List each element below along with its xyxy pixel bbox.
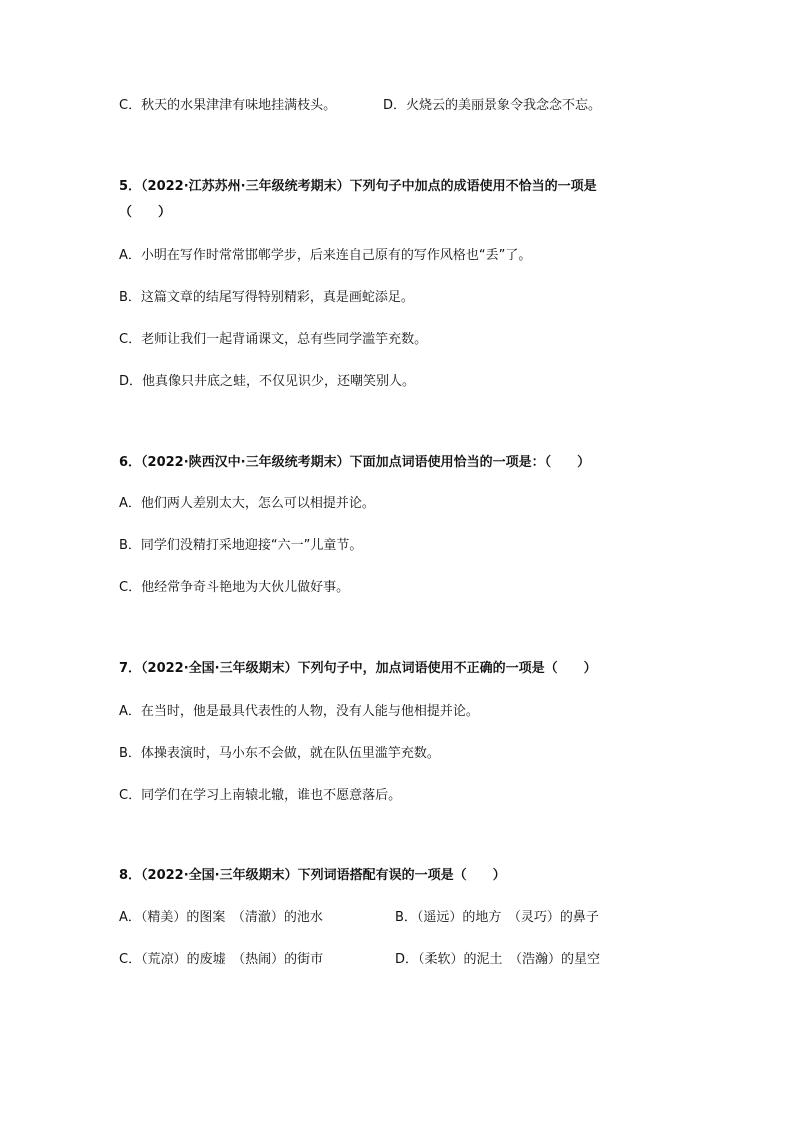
q5-option-a: A．小明在写作时常常邯郸学步，后来连自己原有的写作风格也“丢”了。 bbox=[119, 248, 532, 263]
q4-option-d: D．火烧云的美丽景象令我念念不忘。 bbox=[383, 98, 602, 113]
q8-option-b: B．（遥远）的地方 （灵巧）的鼻子 bbox=[395, 910, 599, 925]
q8-option-a: A．（精美）的图案 （清澈）的池水 bbox=[119, 910, 323, 925]
q6-option-a: A．他们两人差别太大，怎么可以相提并论。 bbox=[119, 496, 375, 511]
q7-option-a: A．在当时，他是最具代表性的人物，没有人能与他相提并论。 bbox=[119, 704, 479, 719]
q8-stem: 8．（2022·全国·三年级期末）下列词语搭配有误的一项是（ ） bbox=[119, 868, 506, 883]
q4-option-c bbox=[119, 97, 336, 115]
q8-option-d: D．（柔软）的泥土 （浩瀚）的星空 bbox=[395, 952, 601, 967]
q6-option-b: B．同学们没精打采地迎接“六一”儿童节。 bbox=[119, 538, 363, 553]
q5-option-d: D．他真像只井底之蛙，不仅见识少，还嘲笑别人。 bbox=[119, 374, 416, 389]
q4-option-c-text: C．秋天的水果津津有味地挂满枝头。 bbox=[119, 98, 337, 113]
q5-answer-blank: （ ） bbox=[119, 205, 172, 220]
q7-stem: 7．（2022·全国·三年级期末）下列句子中，加点词语使用不正确的一项是（ ） bbox=[119, 661, 597, 676]
q8-option-c: C．（荒凉）的废墟 （热闹）的街市 bbox=[119, 952, 324, 967]
q7-option-c: C．同学们在学习上南辕北辙，谁也不愿意落后。 bbox=[119, 788, 402, 803]
q5-option-c: C．老师让我们一起背诵课文，总有些同学滥竽充数。 bbox=[119, 332, 428, 347]
q6-option-c: C．他经常争奇斗艳地为大伙儿做好事。 bbox=[119, 580, 350, 595]
q5-option-b: B．这篇文章的结尾写得特别精彩，真是画蛇添足。 bbox=[119, 290, 414, 305]
q5-stem: 5．（2022·江苏苏州·三年级统考期末）下列句子中加点的成语使用不恰当的一项是 bbox=[119, 179, 597, 194]
q7-option-b: B．体操表演时，马小东不会做，就在队伍里滥竽充数。 bbox=[119, 746, 440, 761]
q6-stem: 6．（2022·陕西汉中·三年级统考期末）下面加点词语使用恰当的一项是：（ ） bbox=[119, 455, 591, 470]
